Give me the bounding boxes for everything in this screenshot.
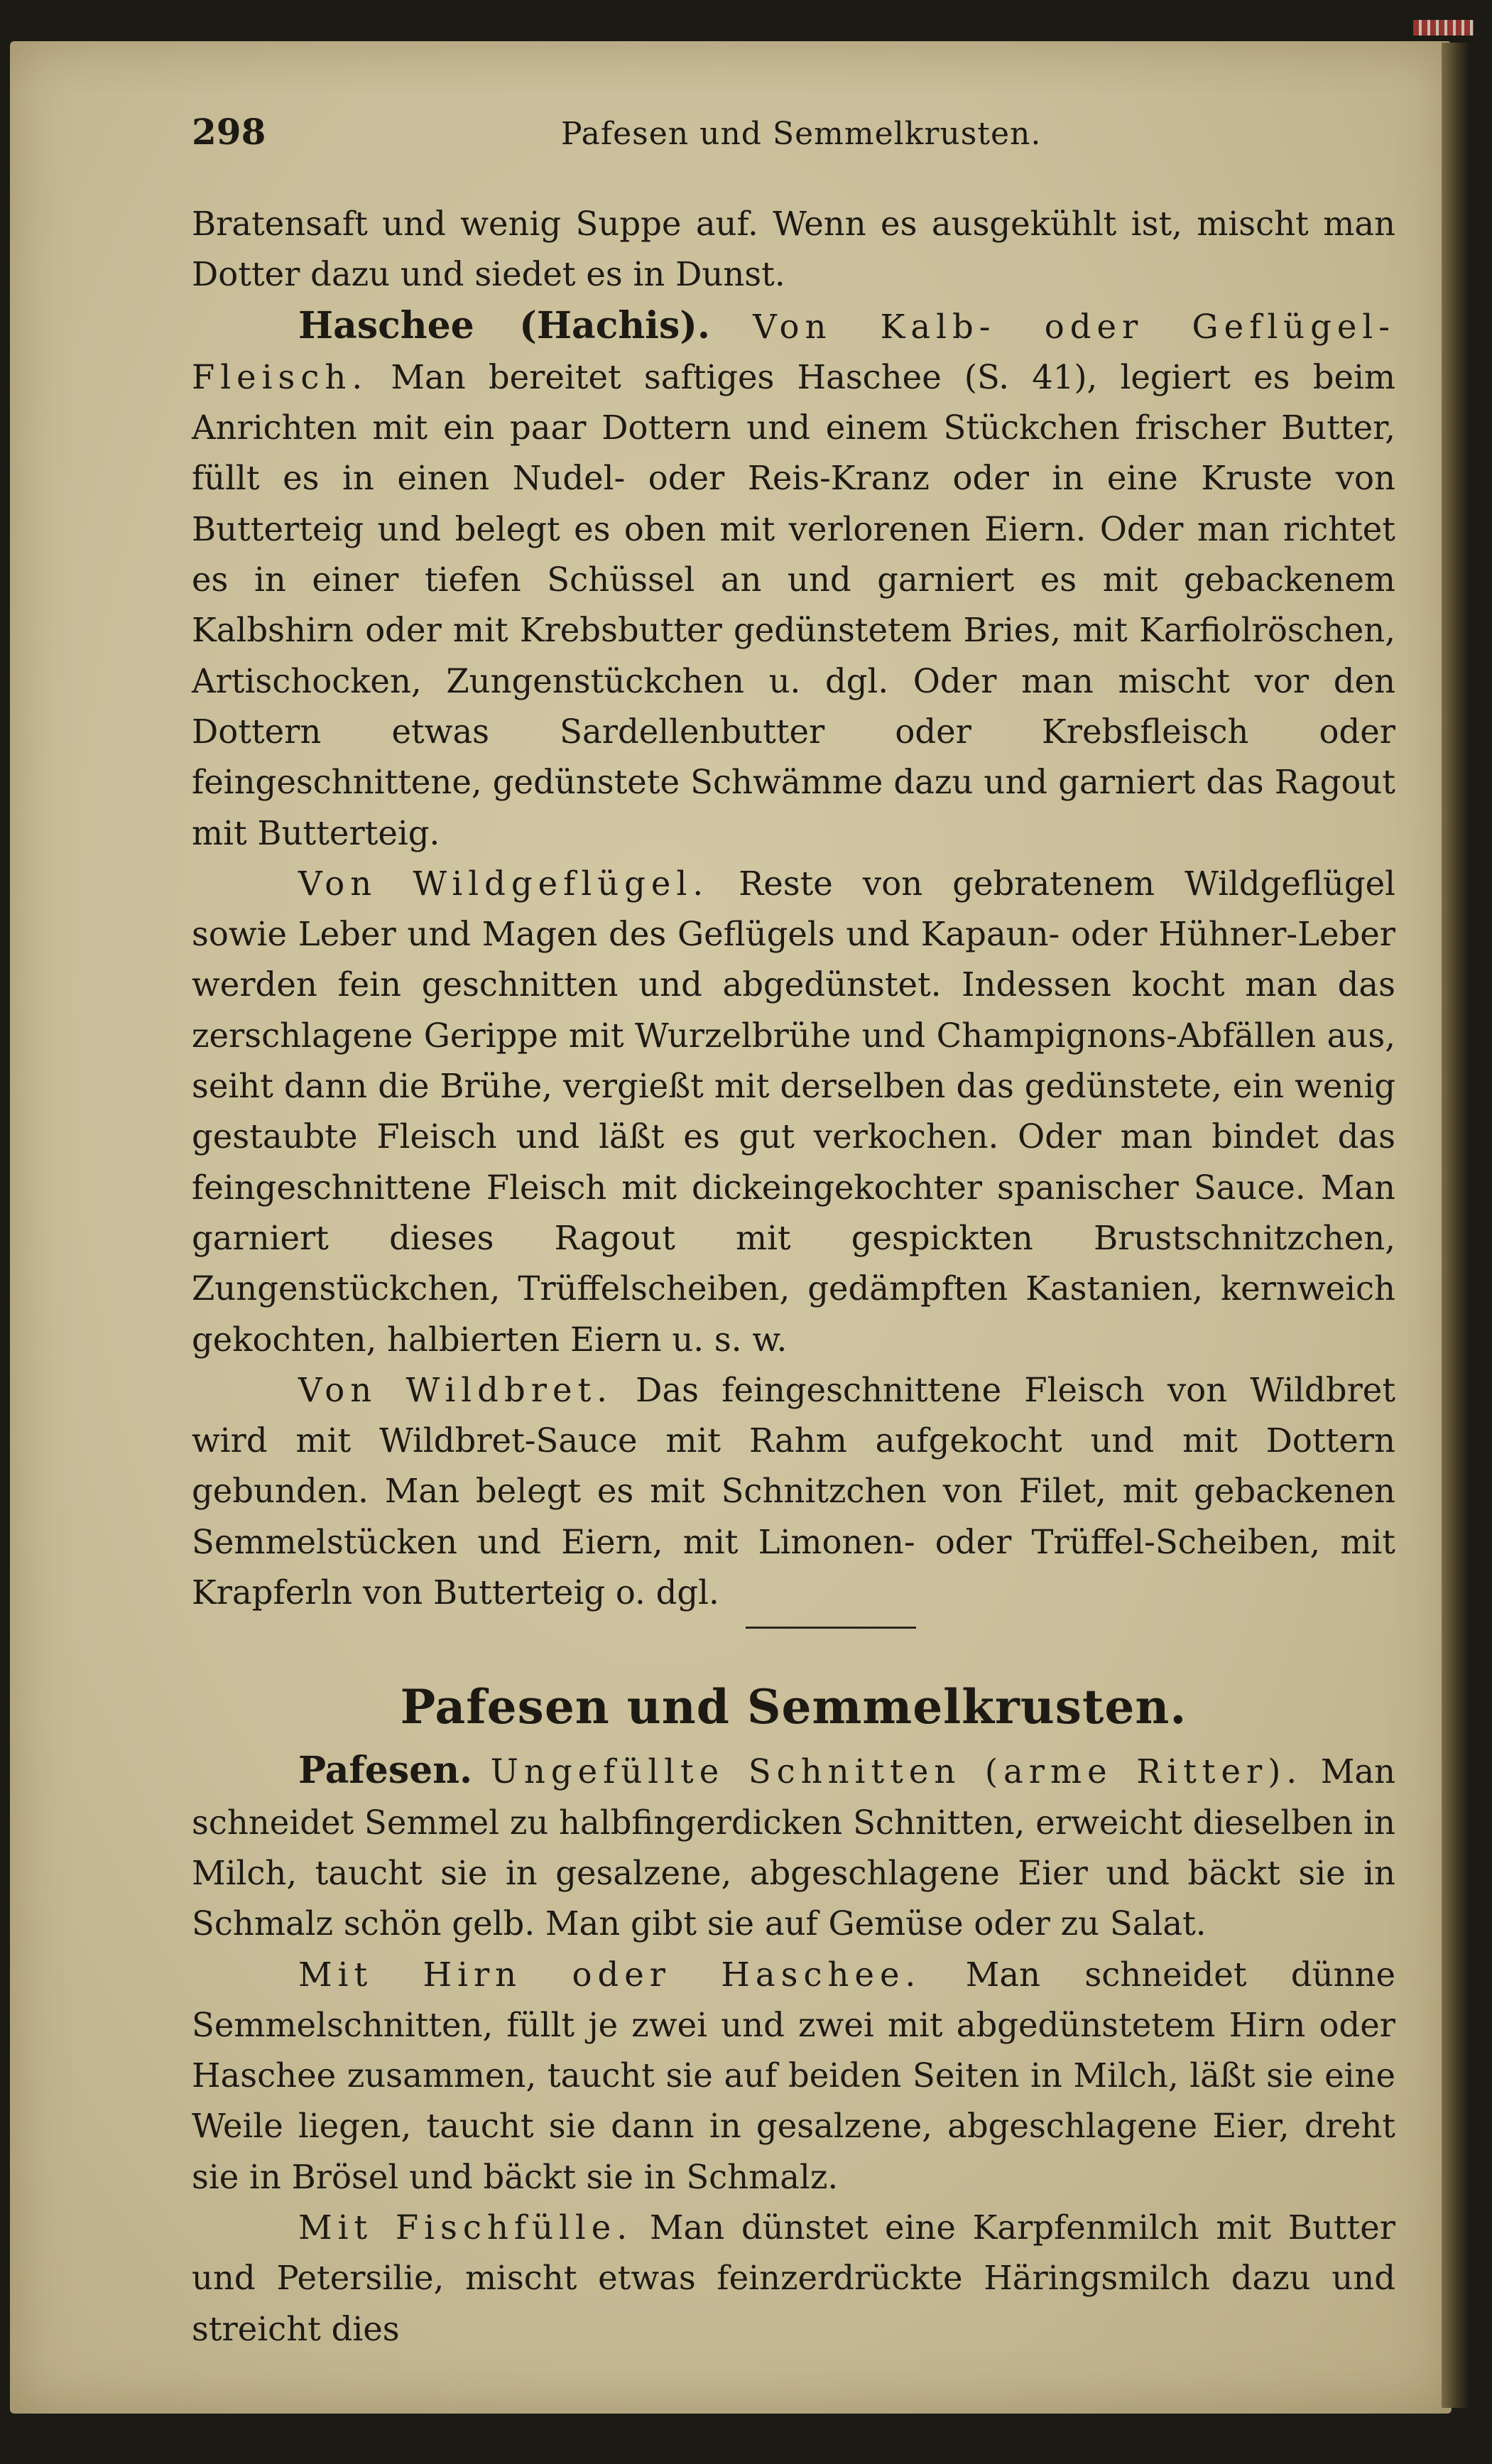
paragraph-1 bbox=[192, 199, 1395, 300]
paragraph-haschee-text: Man bereitet saftiges Haschee (S. 41), legiert es beim Anrichten mit ein paar Dottern und einem Stückchen frischer Butter, füllt es in einen Nudel- oder Reis-Kranz oder in eine Kruste von Butterteig und belegt es oben mit verlorenen Eiern. Oder man richtet es in einer tiefen Schüssel an und garniert es mit gebackenem Kalbshirn oder mit Krebsbutter gedünstetem Bries, mit Karfiolröschen, Artischocken, Zungenstückchen u. dgl. Oder man mischt vor den Dottern etwas Sardellenbutter oder Krebsfleisch oder feingeschnittene, gedünstete Schwämme dazu und garniert das Ragout mit Butterteig. bbox=[192, 357, 1395, 852]
paragraph-wildgefluegel-text: Reste von gebratenem Wildgeflügel sowie Leber und Magen des Geflügels und Kapaun- oder Hühner-Leber werden fein geschnitten und abgedünstet. Indessen kocht man das zerschlagene Gerippe mit Wurzelbrühe und Champignons-Abfällen aus, seiht dann die Brühe, vergießt mit derselben das gedünstete, ein wenig gestaubte Fleisch und läßt es gut verkochen. Oder man bindet das feingeschnittene Fleisch mit dickeingekochter spanischer Sauce. Man garniert dieses Ragout mit gespickten Brustschnitzchen, Zungenstückchen, Trüffelscheiben, gedämpften Kastanien, kernweich gekochten, halbierten Eiern u. s. w. bbox=[192, 864, 1396, 1359]
paragraph-haschee bbox=[192, 300, 1395, 859]
paragraph-fischfuelle-text: Man dünstet eine Karpfenmilch mit Butter und Petersilie, mischt etwas feinzerdrückte Häringsmilch dazu und streicht dies bbox=[192, 2208, 1395, 2348]
page-number: 298 bbox=[192, 111, 266, 153]
subheading-kalb-gefluegel: Von Kalb- oder Geflügel-Fleisch. bbox=[192, 307, 1396, 396]
subheading-ungefuellte-schnitten: Ungefüllte Schnitten (arme Ritter). bbox=[490, 1752, 1303, 1791]
subheading-wildbret: Von Wildbret. bbox=[298, 1370, 613, 1409]
section-divider bbox=[746, 1627, 916, 1671]
subheading-wildgefluegel: Von Wildgeflügel. bbox=[298, 864, 709, 903]
paragraph-wildbret bbox=[192, 1365, 1395, 1618]
paragraph-pafesen bbox=[192, 1745, 1395, 1949]
section-title: Pafesen und Semmelkrusten. bbox=[400, 1679, 1187, 1735]
recipe-heading-haschee: Haschee (Hachis). bbox=[298, 303, 710, 347]
subheading-hirn-haschee: Mit Hirn oder Haschee. bbox=[298, 1955, 922, 1994]
page-text bbox=[192, 107, 1395, 2355]
running-head: Pafesen und Semmelkrusten. bbox=[561, 116, 1042, 152]
recipe-heading-pafesen: Pafesen. bbox=[298, 1749, 473, 1793]
page-header bbox=[192, 107, 1395, 178]
paragraph-hirn-haschee-text: Man schneidet dünne Semmelschnitten, füllt je zwei und zwei mit abgedünstetem Hirn oder Haschee zusammen, taucht sie auf beiden Seiten in Milch, läßt sie eine Weile liegen, taucht sie dann in gesalzene, abgeschlagene Eier, dreht sie in Brösel und bäckt sie in Schmalz. bbox=[192, 1955, 1396, 2196]
bookmark-ribbon bbox=[1413, 20, 1474, 36]
paragraph-1-text: Bratensaft und wenig Suppe auf. Wenn es ausgekühlt ist, mischt man Dotter dazu und siedet es in Dunst. bbox=[192, 205, 1395, 294]
subheading-fischfuelle: Mit Fischfülle. bbox=[298, 2208, 633, 2247]
page-edge bbox=[1442, 43, 1470, 2408]
paragraph-wildgefluegel bbox=[192, 859, 1395, 1365]
paragraph-fischfuelle bbox=[192, 2203, 1395, 2355]
paragraph-pafesen-text: Man schneidet Semmel zu halbfingerdicken Schnitten, erweicht dieselben in Milch, taucht sie in gesalzene, abgeschlagene Eier und bäckt sie in Schmalz schön gelb. Man gibt sie auf Gemüse oder zu Salat. bbox=[192, 1752, 1396, 1943]
paragraph-hirn-haschee bbox=[192, 1950, 1395, 2203]
paragraph-wildbret-text: Das feingeschnittene Fleisch von Wildbret wird mit Wildbret-Sauce mit Rahm aufgekocht und mit Dottern gebunden. Man belegt es mit Schnitzchen von Filet, mit gebackenen Semmelstücken und Eiern, mit Limonen- oder Trüffel-Scheiben, mit Krapferln von Butterteig o. dgl. bbox=[192, 1370, 1396, 1612]
